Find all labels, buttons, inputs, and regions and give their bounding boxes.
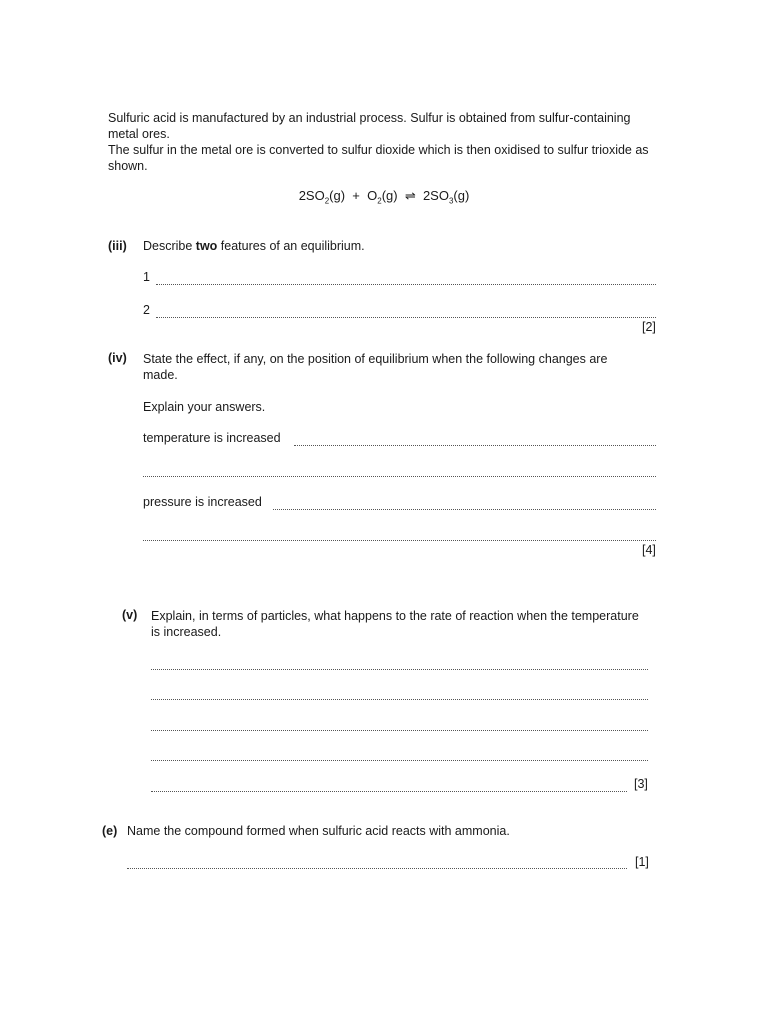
answer-line-temperature-2[interactable] <box>143 462 656 477</box>
intro-paragraph <box>108 110 660 174</box>
answer-line-iii-2[interactable] <box>156 303 656 318</box>
question-iv-line-1: State the effect, if any, on the position of equilibrium when the following changes are <box>143 352 608 366</box>
answer-line-v-3[interactable] <box>151 716 648 731</box>
question-iii-number: (iii) <box>108 239 127 253</box>
intro-line-4: shown. <box>108 159 148 173</box>
answer-line-e[interactable] <box>127 854 627 869</box>
equation-state-2: (g) <box>381 188 398 203</box>
question-e-number: (e) <box>102 824 118 838</box>
answer-line-pressure[interactable] <box>273 495 656 510</box>
marks-e: [1] <box>635 855 649 869</box>
answer-line-v-5[interactable] <box>151 777 627 792</box>
marks-v: [3] <box>634 777 648 791</box>
intro-line-1: Sulfuric acid is manufactured by an industrial process. Sulfur is obtained from sulfur-containing <box>108 111 631 125</box>
question-iii-text-bold: two <box>195 239 218 253</box>
temperature-label: temperature is increased <box>143 431 281 445</box>
marks-iii: [2] <box>642 320 656 334</box>
equation-subscript-3: 3 <box>448 196 454 206</box>
pressure-label: pressure is increased <box>143 495 262 509</box>
question-v-line-2: is increased. <box>151 625 222 639</box>
answer-line-iii-1[interactable] <box>156 270 656 285</box>
question-iii-text <box>143 239 365 253</box>
answer-line-pressure-2[interactable] <box>143 526 656 541</box>
answer-label-2: 2 <box>143 303 150 317</box>
intro-line-2: metal ores. <box>108 127 170 141</box>
answer-line-v-4[interactable] <box>151 746 648 761</box>
equilibrium-arrow-icon: ⇌ <box>404 188 416 203</box>
chemical-equation <box>0 188 768 206</box>
question-iii-text-before: Describe <box>143 239 196 253</box>
question-iv-line-2: made. <box>143 368 178 382</box>
equation-subscript-2: 2 <box>377 196 382 206</box>
answer-line-v-2[interactable] <box>151 685 648 700</box>
question-iv-instruction: Explain your answers. <box>143 400 266 414</box>
question-iii-text-after: features of an equilibrium. <box>217 239 365 253</box>
question-v-line-1: Explain, in terms of particles, what happens to the rate of reaction when the temperature <box>151 609 639 623</box>
question-iv-text <box>143 351 659 383</box>
equation-product: 2SO <box>422 188 449 203</box>
question-iv-number: (iv) <box>108 351 127 365</box>
equation-state-1: (g) <box>329 188 346 203</box>
answer-label-1: 1 <box>143 270 150 284</box>
equation-state-3: (g) <box>453 188 470 203</box>
equation-subscript-1: 2 <box>324 196 330 206</box>
answer-line-temperature[interactable] <box>294 431 656 446</box>
question-e-text: Name the compound formed when sulfuric acid reacts with ammonia. <box>127 824 510 838</box>
answer-line-v-1[interactable] <box>151 655 648 670</box>
question-v-text <box>151 608 651 640</box>
intro-line-3: The sulfur in the metal ore is converted to sulfur dioxide which is then oxidised to sulfur trioxide as <box>108 143 649 157</box>
equation-reactant-1: 2SO <box>298 188 325 203</box>
question-v-number: (v) <box>122 608 138 622</box>
equation-plus: + <box>352 188 360 203</box>
equation-reactant-2: O <box>367 188 378 203</box>
marks-iv: [4] <box>642 543 656 557</box>
